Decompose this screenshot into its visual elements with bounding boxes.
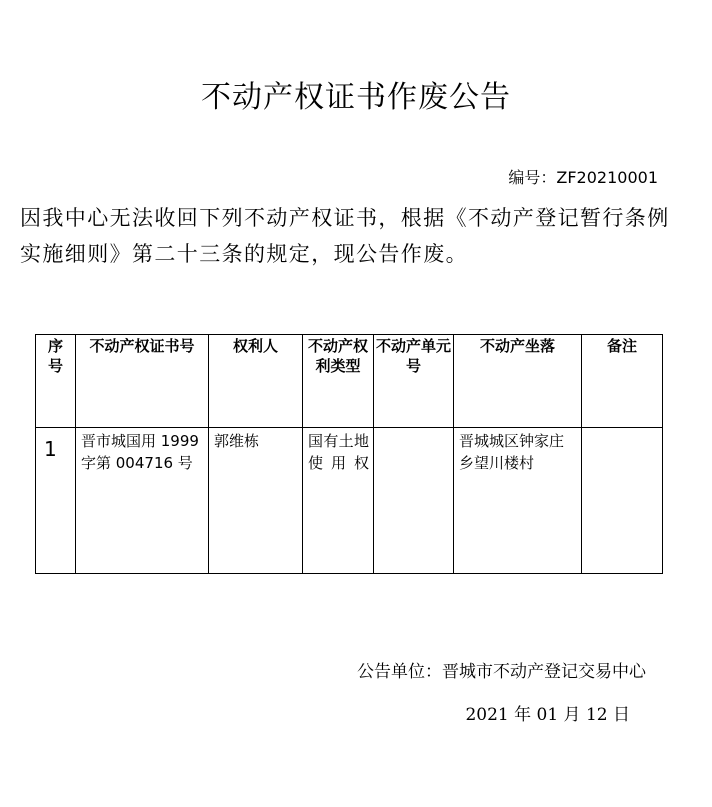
document-number <box>508 165 658 188</box>
header-unit-no: 不动产单元号 <box>374 335 454 428</box>
issuer <box>357 657 646 682</box>
cell-remarks <box>582 428 663 574</box>
cell-certificate-no: 晋市城国用 1999 字第 004716 号 <box>76 428 209 574</box>
cell-unit-no <box>374 428 454 574</box>
cell-right-holder: 郭维栋 <box>209 428 303 574</box>
cell-location: 晋城城区钟家庄乡望川楼村 <box>454 428 582 574</box>
header-location: 不动产坐落 <box>454 335 582 428</box>
void-certificate-table <box>35 334 663 574</box>
document-number-label: 编号： <box>508 168 557 187</box>
cell-right-type: 国有土地使用权 <box>303 428 374 574</box>
issue-date: 2021 年 01 月 12 日 <box>465 705 630 725</box>
table-header-row <box>36 335 663 428</box>
document-number-value: ZF20210001 <box>556 168 658 187</box>
cell-seq: 1 <box>36 428 76 574</box>
issuer-name: 晋城市不动产登记交易中心 <box>442 662 646 682</box>
notice-body: 因我中心无法收回下列不动产权证书，根据《不动产登记暂行条例实施细则》第二十三条的规定，现公告作废。 <box>20 206 670 266</box>
header-seq: 序号 <box>36 335 76 428</box>
table-row <box>36 428 663 574</box>
page-title: 不动产权证书作废公告 <box>201 80 511 115</box>
header-certificate-no: 不动产权证书号 <box>76 335 209 428</box>
header-right-holder: 权利人 <box>209 335 303 428</box>
issuer-label: 公告单位： <box>357 662 442 682</box>
header-remarks: 备注 <box>582 335 663 428</box>
header-right-type: 不动产权利类型 <box>303 335 374 428</box>
